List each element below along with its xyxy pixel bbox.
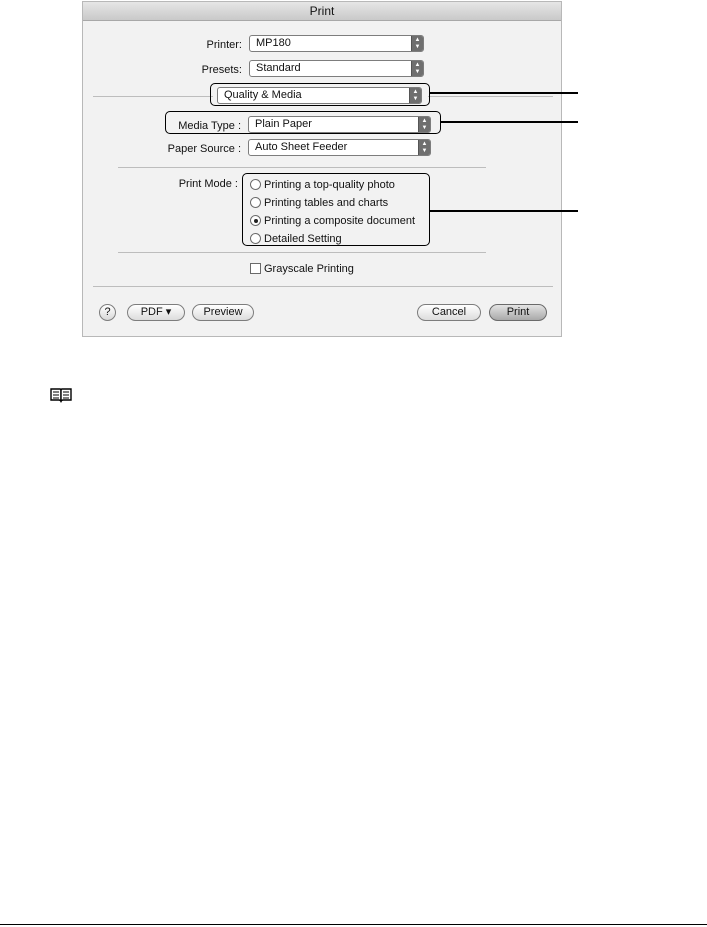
note-book-icon [50,387,72,403]
separator-line [93,96,213,97]
paper-source-value: Auto Sheet Feeder [255,141,348,153]
printer-value: MP180 [256,37,291,49]
callout-box-print-mode [242,173,430,246]
callout-box-media-type [165,111,441,134]
callout-leader-line [441,121,578,123]
grayscale-checkbox[interactable] [250,263,261,274]
paper-source-label: Paper Source : [167,143,241,155]
printer-popup[interactable] [249,35,424,52]
dialog-title: Print [83,2,561,21]
paper-source-popup[interactable] [248,139,431,156]
print-dialog [82,1,562,337]
media-type-value: Plain Paper [255,118,312,130]
popup-arrows-icon: ▲ ▼ [411,61,423,76]
separator-line [93,286,553,287]
separator-line [428,96,553,97]
grayscale-label: Grayscale Printing [264,263,354,275]
presets-popup[interactable] [249,60,424,77]
callout-leader-line [430,92,578,94]
panel-value: Quality & Media [224,89,302,101]
help-button[interactable]: ? [99,304,116,321]
media-type-label: Media Type : [178,120,241,132]
preview-button[interactable]: Preview [192,304,254,321]
callout-leader-line [430,210,578,212]
radio-label: Printing tables and charts [264,197,389,209]
popup-arrows-icon: ▲ ▼ [409,88,421,103]
presets-value: Standard [256,62,301,74]
cancel-button[interactable]: Cancel [417,304,481,321]
radio-label: Printing a top-quality photo [264,179,395,191]
presets-label: Presets: [201,64,242,76]
popup-arrows-icon: ▲ ▼ [418,140,430,155]
popup-arrows-icon: ▲ ▼ [418,117,430,132]
separator-line [118,252,486,253]
grayscale-checkbox-row[interactable] [250,262,354,276]
printer-label: Printer: [206,39,242,51]
print-mode-label: Print Mode : [178,178,238,190]
popup-arrows-icon: ▲ ▼ [411,36,423,51]
radio-label: Detailed Setting [264,233,342,245]
pdf-button[interactable]: PDF ▾ [127,304,185,321]
page-bottom-rule [0,924,707,925]
separator-line [118,167,486,168]
callout-box-panel [210,83,430,106]
print-button[interactable]: Print [489,304,547,321]
radio-label: Printing a composite document [264,215,416,227]
